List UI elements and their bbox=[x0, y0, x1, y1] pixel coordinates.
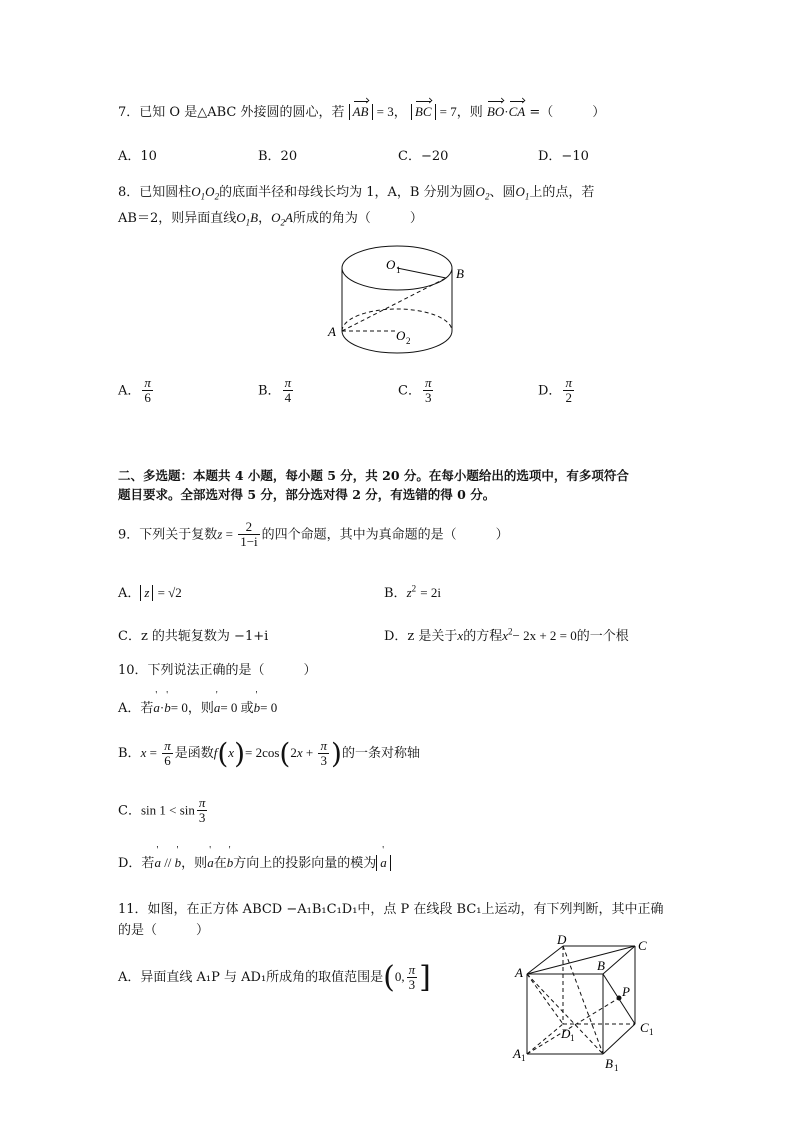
q9-choice-c: C．z 的共轭复数为 −1+i bbox=[118, 629, 269, 644]
q10-choice-d: D．若' a // ' b，则' a在' b方向上的投影向量的模为' a bbox=[118, 852, 391, 871]
section2-line2: 题目要求。全部选对得 5 分，部分选对得 2 分，有选错的得 0 分。 bbox=[118, 487, 496, 502]
q8-choice-d: D． $\frac{\pi}{2}$ bbox=[538, 375, 572, 406]
q10-choice-a: A．若' a·' b= 0，则' a= 0 或' b= 0 bbox=[118, 697, 277, 716]
q8-choice-c: C． $\frac{\pi}{3}$ bbox=[398, 375, 432, 406]
q7-choice-b: B．20 bbox=[258, 149, 298, 164]
label-o2: O bbox=[396, 328, 406, 343]
q10-stem: 10．下列说法正确的是（ ） bbox=[118, 663, 317, 678]
q7-choice-d: D．−10 bbox=[538, 149, 589, 164]
cube-figure bbox=[505, 932, 675, 1072]
cube-label-c: C bbox=[638, 938, 647, 953]
cube-label-d: D bbox=[557, 932, 567, 947]
q8-stem-line2: AB＝2，则异面直线$O_1B$，$O_2A$所成的角为（ ） bbox=[118, 210, 423, 228]
q11-stem-line1: 11．如图，在正方体 ABCD −A₁B₁C₁D₁中，点 P 在线段 BC₁上运动，有下列判断，其中正确 bbox=[118, 902, 664, 917]
section2-line1: 二、多选题：本题共 4 小题，每小题 5 分，共 20 分。在每小题给出的选项中，有多项符合 bbox=[118, 468, 629, 483]
q11-stem-line2: 的是（ ） bbox=[118, 923, 210, 938]
q7-stem: 7．已知 O 是△ABC 外接圆的圆心，若 AB = 3， BC = 7，则 BO·CA =（ ） bbox=[118, 104, 606, 120]
q7-choice-c: C．−20 bbox=[398, 149, 449, 164]
svg-text:1: 1 bbox=[614, 1063, 619, 1072]
cube-label-a: A bbox=[515, 965, 523, 980]
label-o1: O bbox=[386, 257, 396, 272]
cube-label-a1: A bbox=[513, 1046, 521, 1061]
q11-choice-a: A．异面直线 A₁P 与 AD₁所成角的取值范围是(0, $\frac{\pi}{3}$ ] bbox=[118, 960, 431, 995]
q8-stem-line1: 8．已知圆柱$O_1O_2$的底面半径和母线长均为 1，A，B 分别为圆$O_2$、圆$O_1$上的点，若 bbox=[118, 184, 595, 202]
cube-label-p: P bbox=[622, 984, 630, 999]
q8-choice-a: A． $\frac{\pi}{6}$ bbox=[118, 375, 151, 406]
q8-choice-b: B． $\frac{\pi}{4}$ bbox=[258, 375, 292, 406]
cube-label-b: B bbox=[597, 958, 605, 973]
svg-text:1: 1 bbox=[570, 1033, 575, 1043]
svg-text:2: 2 bbox=[406, 336, 411, 346]
svg-text:1: 1 bbox=[649, 1027, 654, 1037]
q10-choice-b: B．x = $\frac{\pi}{6}$ 是函数f(x)= 2cos(2x + $\frac{\pi}{3}$ )的一条对称轴 bbox=[118, 737, 420, 770]
svg-text:1: 1 bbox=[521, 1053, 526, 1063]
cube-label-b1: B bbox=[605, 1056, 613, 1071]
q9-choice-b: B．$z^2 = 2i$ bbox=[384, 583, 441, 601]
cylinder-figure bbox=[320, 238, 480, 358]
q9-choice-d: D．z 是关于x的方程$x^2- 2x + 2 = 0$的一个根 bbox=[384, 626, 629, 644]
label-a: A bbox=[328, 324, 336, 339]
q9-stem: 9．下列关于复数z = $\frac{2}{1-i}$ 的四个命题，其中为真命题的是（ ） bbox=[118, 519, 509, 550]
cube-label-c1: C bbox=[640, 1020, 649, 1035]
q9-choice-a: A． z = √2 bbox=[118, 585, 182, 601]
label-b: B bbox=[456, 266, 464, 281]
svg-text:1: 1 bbox=[396, 265, 401, 275]
q10-choice-c: C．sin 1 < sin $\frac{\pi}{3}$ bbox=[118, 795, 206, 826]
q7-choice-a: A．10 bbox=[118, 149, 157, 164]
cube-label-d1: D bbox=[561, 1026, 571, 1041]
